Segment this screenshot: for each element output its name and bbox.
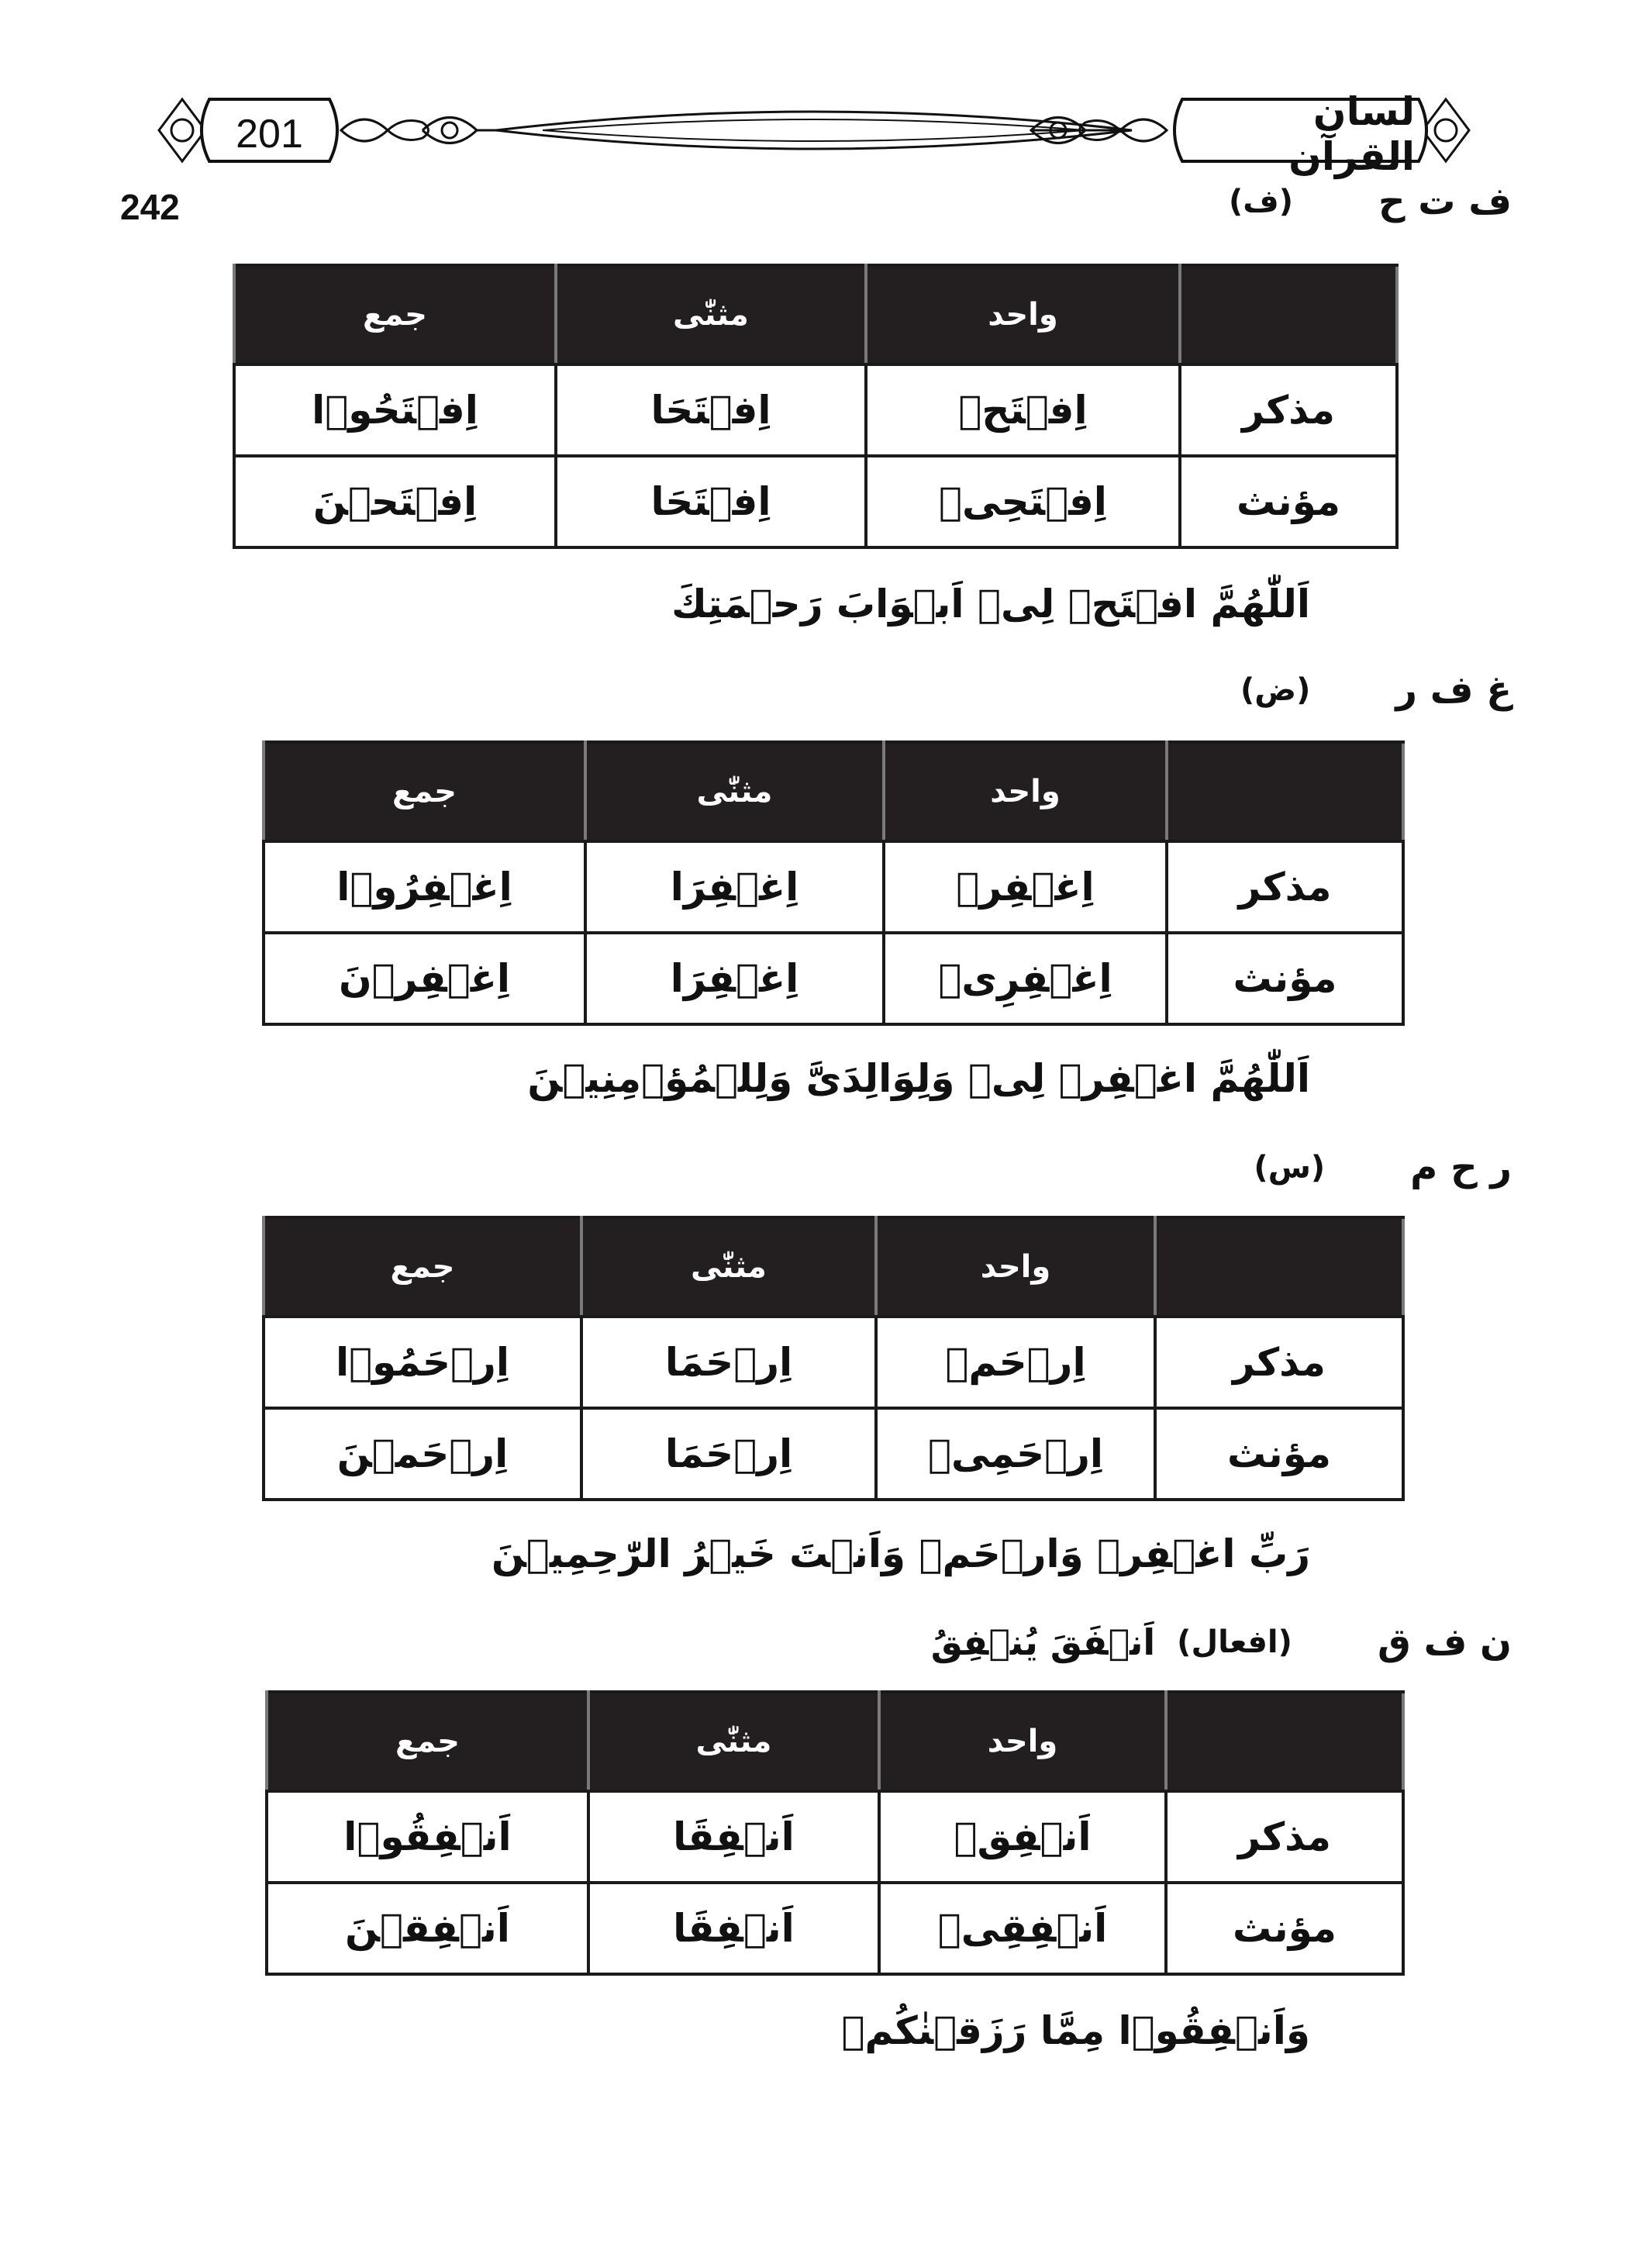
header-cell-empty (1167, 742, 1403, 841)
root-letters: غ ف ر (1395, 668, 1512, 712)
bab-label: (ف) (1228, 184, 1293, 219)
header-plural: جمع (267, 1692, 588, 1791)
cell-feminine-plural: اِفۡتَحۡنَ (234, 456, 556, 547)
table-row-masculine (234, 364, 1397, 456)
book-title: لسان القرآن (1288, 89, 1415, 179)
row-label-feminine: مؤنث (1180, 456, 1397, 547)
header-cell-empty (1180, 265, 1397, 364)
cell-masculine-singular: اِرۡحَمۡ (876, 1317, 1155, 1408)
table-header-row (234, 265, 1397, 364)
cell-feminine-plural: اِرۡحَمۡنَ (264, 1408, 581, 1500)
page-header (0, 0, 1628, 202)
header-plural: جمع (234, 265, 556, 364)
header-singular: واحد (866, 265, 1180, 364)
header-dual: مثنّٰی (556, 265, 866, 364)
cell-masculine-dual: اَنۡفِقَا (588, 1791, 879, 1883)
cell-feminine-singular: اَنۡفِقِیۡ (879, 1883, 1166, 1974)
header-singular: واحد (876, 1217, 1155, 1317)
header-cell-empty (1166, 1692, 1403, 1791)
root-heading (1254, 1146, 1512, 1189)
table-row-feminine (264, 933, 1403, 1024)
cell-masculine-plural: اِفۡتَحُوۡا (234, 364, 556, 456)
header-dual: مثنّٰی (588, 1692, 879, 1791)
conjugation-table (233, 264, 1399, 549)
root-heading (1240, 668, 1512, 712)
table-row-masculine (264, 1317, 1403, 1408)
table-header-row (264, 1217, 1403, 1317)
cell-feminine-plural: اَنۡفِقۡنَ (267, 1883, 588, 1974)
table-header-row (264, 742, 1403, 841)
root-heading (931, 1621, 1512, 1664)
cell-feminine-dual: اِرۡحَمَا (581, 1408, 876, 1500)
cell-feminine-singular: اِفۡتَحِیۡ (866, 456, 1180, 547)
root-letters: ر ح م (1410, 1146, 1512, 1189)
header-plural: جمع (264, 1217, 581, 1317)
row-label-masculine: مذکر (1180, 364, 1397, 456)
cell-masculine-dual: اِفۡتَحَا (556, 364, 866, 456)
header-singular: واحد (884, 742, 1167, 841)
cell-feminine-dual: اِغۡفِرَا (585, 933, 884, 1024)
table-header-row (267, 1692, 1403, 1791)
cell-feminine-dual: اِفۡتَحَا (556, 456, 866, 547)
header-dual: مثنّٰی (585, 742, 884, 841)
row-label-feminine: مؤنث (1167, 933, 1403, 1024)
header-dual: مثنّٰی (581, 1217, 876, 1317)
table-row-masculine (264, 841, 1403, 933)
conjugation-table (265, 1690, 1405, 1976)
cell-feminine-dual: اَنۡفِقَا (588, 1883, 879, 1974)
header-plural: جمع (264, 742, 585, 841)
row-label-masculine: مذکر (1155, 1317, 1403, 1408)
cell-masculine-plural: اِغۡفِرُوۡا (264, 841, 585, 933)
cell-feminine-singular: اِغۡفِرِیۡ (884, 933, 1167, 1024)
bab-label: (افعال) (1177, 1624, 1292, 1660)
conjugation-table (262, 1216, 1405, 1501)
cell-masculine-dual: اِغۡفِرَا (585, 841, 884, 933)
original-page-number: 242 (120, 187, 180, 227)
cell-masculine-singular: اِغۡفِرۡ (884, 841, 1167, 933)
row-label-feminine: مؤنث (1166, 1883, 1403, 1974)
cell-masculine-plural: اَنۡفِقُوۡا (267, 1791, 588, 1883)
table-row-feminine (267, 1883, 1403, 1974)
row-label-feminine: مؤنث (1155, 1408, 1403, 1500)
root-letters: ن ف ق (1377, 1621, 1512, 1664)
bab-label: (ض) (1240, 672, 1311, 708)
root-heading (1229, 180, 1512, 223)
table-row-feminine (234, 456, 1397, 547)
row-label-masculine: مذکر (1166, 1791, 1403, 1883)
conjugation-table (262, 740, 1405, 1026)
dua-line: رَبِّ اغۡفِرۡ وَارۡحَمۡ وَاَنۡتَ خَیۡرُ الرّٰحِمِیۡنَ (491, 1531, 1310, 1576)
cell-masculine-plural: اِرۡحَمُوۡا (264, 1317, 581, 1408)
dua-line: اَللّٰھُمَّ افۡتَحۡ لِیۡ اَبۡوَابَ رَحۡمَتِكَ (671, 582, 1310, 627)
verb-forms: اَنۡفَقَ یُنۡفِقُ (930, 1621, 1156, 1663)
root-letters: ف ت ح (1378, 180, 1512, 223)
row-label-masculine: مذکر (1167, 841, 1403, 933)
cell-masculine-dual: اِرۡحَمَا (581, 1317, 876, 1408)
dua-line: وَاَنۡفِقُوۡا مِمَّا رَزَقۡنٰکُمۡ (841, 2008, 1310, 2053)
cell-masculine-singular: اَنۡفِقۡ (879, 1791, 1166, 1883)
header-cell-empty (1155, 1217, 1403, 1317)
table-row-feminine (264, 1408, 1403, 1500)
header-singular: واحد (879, 1692, 1166, 1791)
table-row-masculine (267, 1791, 1403, 1883)
cell-feminine-plural: اِغۡفِرۡنَ (264, 933, 585, 1024)
dua-line: اَللّٰھُمَّ اغۡفِرۡ لِیۡ وَلِوَالِدَیَّ وَلِلۡمُؤۡمِنِیۡنَ (527, 1056, 1310, 1101)
cell-masculine-singular: اِفۡتَحۡ (866, 364, 1180, 456)
bab-label: (س) (1254, 1150, 1326, 1186)
cell-feminine-singular: اِرۡحَمِیۡ (876, 1408, 1155, 1500)
page-number: 201 (236, 112, 303, 157)
